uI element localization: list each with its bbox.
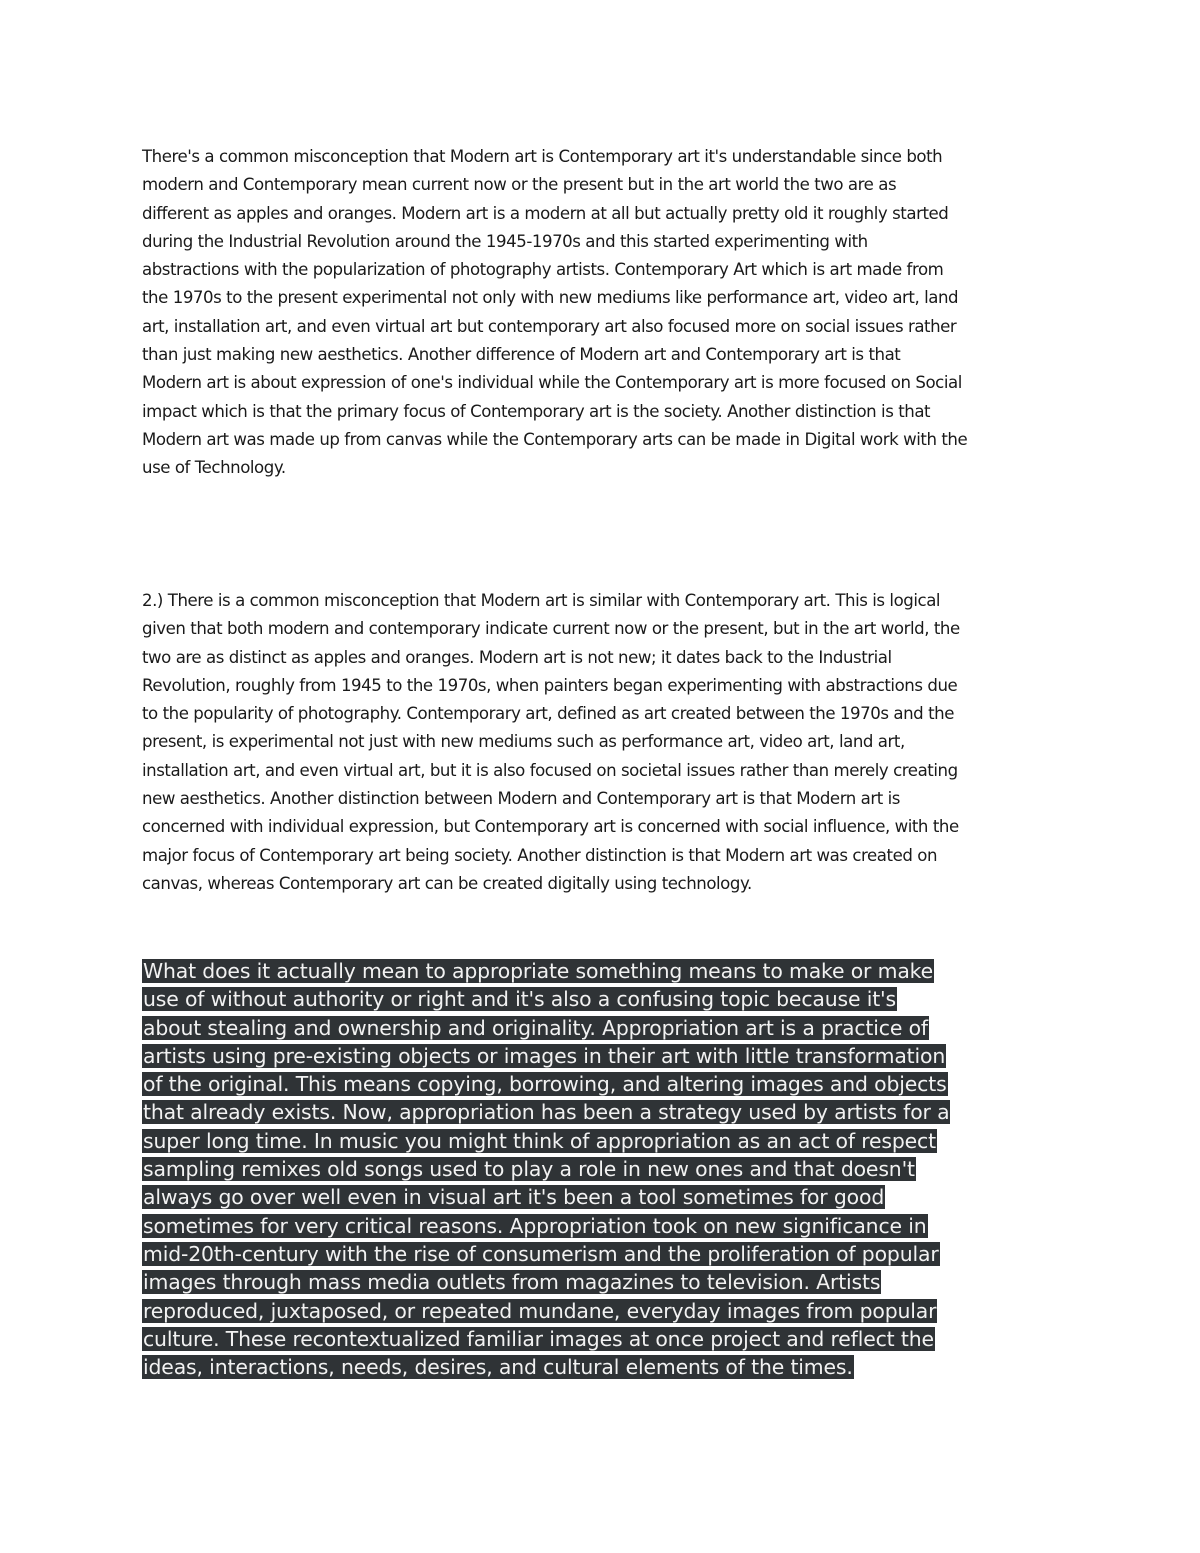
paragraph-2-line: concerned with individual expression, but Contemporary art is concerned with social influence, with the <box>142 817 959 837</box>
paragraph-2-line: to the popularity of photography. Contemporary art, defined as art created between the 1970s and the <box>142 704 954 724</box>
highlighted-text: sometimes for very critical reasons. Appropriation took on new significance in <box>143 1213 927 1238</box>
paragraph-1-line: than just making new aesthetics. Another difference of Modern art and Contemporary art is that <box>142 345 901 365</box>
paragraph-2-line: canvas, whereas Contemporary art can be created digitally using technology. <box>142 873 752 893</box>
highlighted-text: mid-20th-century with the rise of consumerism and the proliferation of popular <box>143 1241 939 1266</box>
paragraph-2-line: given that both modern and contemporary indicate current now or the present, but in the art world, the <box>142 619 960 639</box>
highlighted-line <box>142 1127 950 1155</box>
highlighted-line <box>142 1325 950 1353</box>
highlighted-text: images through mass media outlets from magazines to television. Artists <box>143 1270 881 1295</box>
paragraph-2-line: major focus of Contemporary art being society. Another distinction is that Modern art was created on <box>142 845 938 865</box>
highlighted-text: sampling remixes old songs used to play a role in new ones and that doesn't <box>143 1157 915 1182</box>
paragraph-2-line: two are as distinct as apples and oranges. Modern art is not new; it dates back to the Industrial <box>142 647 892 667</box>
highlighted-line <box>142 1297 950 1325</box>
highlighted-line <box>142 1183 950 1211</box>
highlighted-text: about stealing and ownership and originality. Appropriation art is a practice of <box>143 1015 928 1040</box>
paragraph-1-line: abstractions with the popularization of photography artists. Contemporary Art which is art made from <box>142 260 944 280</box>
highlighted-text: ideas, interactions, needs, desires, and cultural elements of the times. <box>143 1355 853 1380</box>
highlighted-line <box>142 1212 950 1240</box>
highlighted-line <box>142 1155 950 1183</box>
paragraph-1-line: during the Industrial Revolution around the 1945-1970s and this started experimenting with <box>142 231 868 251</box>
paragraph-1 <box>142 143 967 483</box>
paragraph-1-line: art, installation art, and even virtual art but contemporary art also focused more on social issues rather <box>142 316 957 336</box>
paragraph-2-line: installation art, and even virtual art, but it is also focused on societal issues rather than merely creating <box>142 760 958 780</box>
highlighted-text: that already exists. Now, appropriation has been a strategy used by artists for a <box>143 1100 950 1125</box>
highlighted-text: culture. These recontextualized familiar images at once project and reflect the <box>143 1326 934 1351</box>
highlighted-line <box>142 1070 950 1098</box>
highlighted-line <box>142 1240 950 1268</box>
highlighted-text: artists using pre-existing objects or images in their art with little transformation <box>143 1043 946 1068</box>
paragraph-1-line: the 1970s to the present experimental not only with new mediums like performance art, video art, land <box>142 288 959 308</box>
highlighted-line <box>142 985 950 1013</box>
highlighted-text: What does it actually mean to appropriate something means to make or make <box>143 959 933 983</box>
highlighted-text: reproduced, juxtaposed, or repeated mundane, everyday images from popular <box>143 1298 937 1323</box>
paragraph-2-line: new aesthetics. Another distinction between Modern and Contemporary art is that Modern art is <box>142 789 900 809</box>
highlighted-line <box>142 1042 950 1070</box>
paragraph-1-line: Modern art is about expression of one's individual while the Contemporary art is more focused on Social <box>142 373 962 393</box>
highlighted-text: of the original. This means copying, borrowing, and altering images and objects <box>143 1072 947 1097</box>
highlighted-paragraph[interactable] <box>142 957 950 1381</box>
highlighted-line <box>142 957 950 985</box>
highlighted-text: use of without authority or right and it's also a confusing topic because it's <box>143 987 896 1012</box>
highlighted-line <box>142 1014 950 1042</box>
paragraph-1-line: modern and Contemporary mean current now or the present but in the art world the two are as <box>142 175 897 195</box>
paragraph-1-line: impact which is that the primary focus of Contemporary art is the society. Another distinction is that <box>142 401 931 421</box>
paragraph-2-line: 2.) There is a common misconception that Modern art is similar with Contemporary art. This is logical <box>142 591 941 610</box>
paragraph-2-line: present, is experimental not just with new mediums such as performance art, video art, land art, <box>142 732 905 752</box>
highlighted-line <box>142 1098 950 1126</box>
paragraph-1-line: different as apples and oranges. Modern art is a modern at all but actually pretty old it roughly started <box>142 203 949 223</box>
highlighted-line <box>142 1268 950 1296</box>
paragraph-1-line: There's a common misconception that Modern art is Contemporary art it's understandable since both <box>142 147 943 166</box>
highlighted-text: super long time. In music you might think of appropriation as an act of respect <box>143 1128 936 1153</box>
highlighted-line <box>142 1353 950 1381</box>
paragraph-2-line: Revolution, roughly from 1945 to the 1970s, when painters began experimenting with abstractions due <box>142 675 958 695</box>
paragraph-1-line: use of Technology. <box>142 458 286 478</box>
highlighted-text: always go over well even in visual art it's been a tool sometimes for good <box>143 1185 885 1210</box>
paragraph-2 <box>142 587 960 898</box>
paragraph-1-line: Modern art was made up from canvas while the Contemporary arts can be made in Digital work with the <box>142 429 968 449</box>
